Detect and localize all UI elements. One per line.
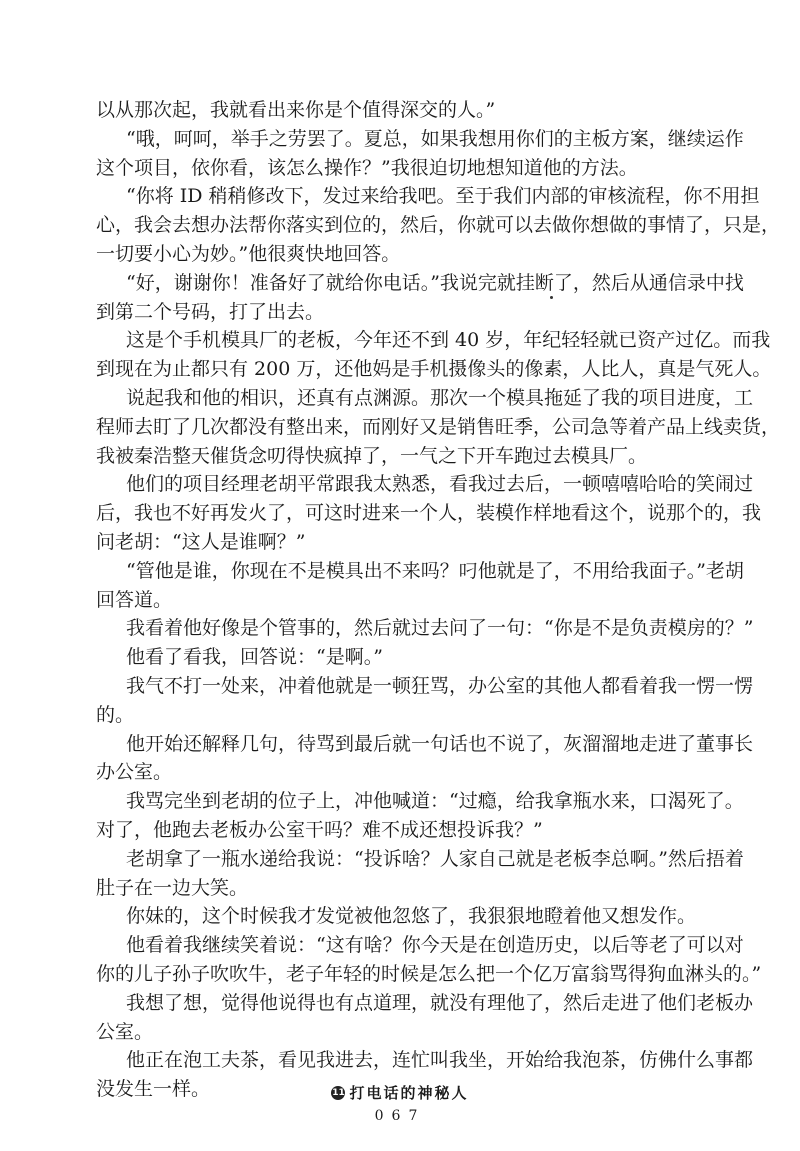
text-line: 你的儿子孙子吹吹牛，老子年轻的时候是怎么把一个亿万富翁骂得狗血淋头的。” [96, 962, 762, 985]
text-line: 肚子在一边大笑。 [96, 876, 249, 899]
text-line: 对了，他跑去老板办公室干吗？难不成还想投诉我？” [96, 818, 543, 841]
text-line: 心，我会去想办法帮你落实到位的，然后，你就可以去做你想做的事情了，只是， [96, 214, 781, 237]
text-line: 问老胡：“这人是谁啊？” [96, 530, 306, 553]
text-line: 没发生一样。 [96, 1078, 211, 1101]
text-line: 到第二个号码，打了出去。 [96, 300, 325, 323]
text-line: 我被秦浩整天催货念叨得快疯掉了，一气之下开车跑过去模具厂。 [96, 444, 648, 467]
text-line: 到现在为止都只有 200 万，还他妈是手机摄像头的像素，人比人，真是气死人。 [96, 358, 772, 381]
text-line: 我骂完坐到老胡的位子上，冲他喊道：“过瘾，给我拿瓶水来，口渴死了。 [126, 790, 744, 813]
text-line: 你妹的，这个时候我才发觉被他忽悠了，我狠狠地瞪着他又想发作。 [126, 905, 697, 928]
chapter-title: 打电话的神秘人 [349, 1084, 469, 1102]
text-line: 说起我和他的相识，还真有点渊源。那次一个模具拖延了我的项目进度，工 [126, 386, 754, 409]
text-line: 我气不打一处来，冲着他就是一顿狂骂，办公室的其他人都看着我一愣一愣 [126, 674, 754, 697]
text-line: 后，我也不好再发火了，可这时进来一个人，装模作样地看这个，说那个的，我 [96, 502, 762, 525]
text-line: 程师去盯了几次都没有整出来，而刚好又是销售旺季，公司急等着产品上线卖货， [96, 415, 781, 438]
text-line: “管他是谁，你现在不是模具出不来吗？叼他就是了，不用给我面子。”老胡 [126, 559, 744, 582]
page-number: 067 [374, 1108, 426, 1124]
text-line: 他看着我继续笑着说：“这有啥？你今天是在创造历史，以后等老了可以对 [126, 934, 744, 957]
text-line: 这是个手机模具厂的老板，今年还不到 40 岁，年纪轻轻就已资产过亿。而我 [126, 329, 771, 352]
text-line: 我看着他好像是个管事的，然后就过去问了一句：“你是不是负责模房的？” [126, 617, 754, 640]
text-line: 公室。 [96, 1020, 154, 1043]
text-line: “你将 ID 稍稍修改下，发过来给我吧。至于我们内部的审核流程，你不用担 [126, 185, 760, 208]
text-line: 他开始还解释几句，待骂到最后就一句话也不说了，灰溜溜地走进了董事长 [126, 732, 754, 755]
text-line: 办公室。 [96, 761, 173, 784]
text-line: 这个项目，依你看，该怎么操作？”我很迫切地想知道他的方法。 [96, 156, 638, 179]
text-line: 我想了想，觉得他说得也有点道理，就没有理他了，然后走进了他们老板办 [126, 991, 754, 1014]
text-line: 的。 [96, 703, 135, 726]
text-line: 他们的项目经理老胡平常跟我太熟悉，看我过去后，一顿嘻嘻哈哈的笑闹过 [126, 473, 754, 496]
stray-dot-mark [550, 296, 553, 299]
text-line: “哦，呵呵，举手之劳罢了。夏总，如果我想用你们的主板方案，继续运作 [126, 127, 744, 150]
text-line: 老胡拿了一瓶水递给我说：“投诉啥？人家自己就是老板李总啊。”然后捂着 [126, 847, 744, 870]
page-body [96, 96, 781, 1104]
text-line: 他看了看我，回答说：“是啊。” [126, 646, 383, 669]
text-line: 他正在泡工夫茶，看见我进去，连忙叫我坐，开始给我泡茶，仿佛什么事都 [126, 1049, 754, 1072]
running-footer [0, 1082, 800, 1103]
chapter-number-badge: 11 [332, 1087, 345, 1098]
text-line: “好，谢谢你！准备好了就给你电话。”我说完就挂断了，然后从通信录中找 [126, 271, 744, 294]
text-line: 一切要小心为妙。”他很爽快地回答。 [96, 242, 401, 265]
text-line: 以从那次起，我就看出来你是个值得深交的人。” [96, 99, 496, 121]
text-line: 回答道。 [96, 588, 173, 611]
